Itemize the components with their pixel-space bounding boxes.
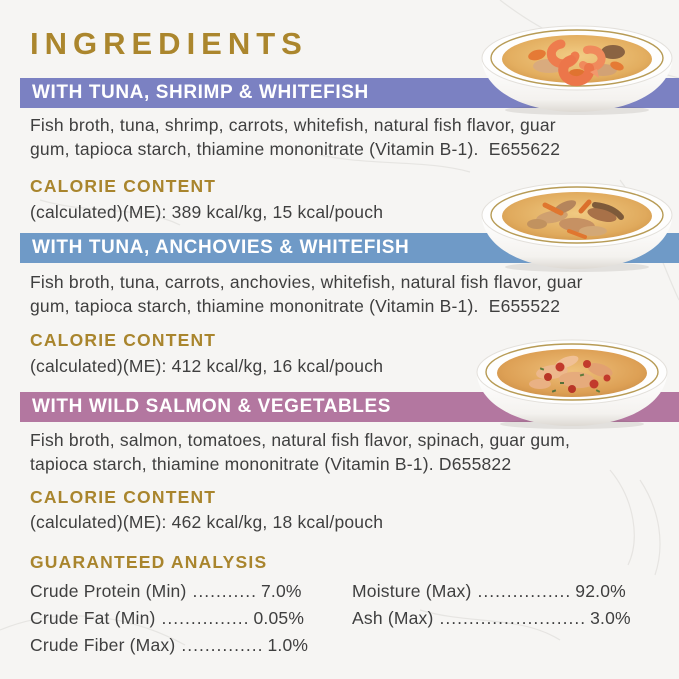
- tuna-bowl-image: [477, 177, 677, 273]
- ingredients-list-2: [30, 271, 583, 318]
- analysis-label: Crude Protein (Min): [30, 581, 187, 601]
- salmon-bowl-image: [472, 334, 672, 430]
- calorie-content-value-1: (calculated)(ME): 389 kcal/kg, 15 kcal/pouch: [30, 202, 384, 222]
- ingredients-list-1: [30, 114, 560, 161]
- guaranteed-analysis-heading: GUARANTEED ANALYSIS: [30, 552, 268, 572]
- dot-leader: ..............: [181, 635, 264, 655]
- shrimp-bowl-image: [477, 20, 677, 116]
- banner-tuna-anchovies-whitefish: WITH TUNA, ANCHOVIES & WHITEFISH: [20, 233, 679, 263]
- guaranteed-analysis-left-column: [30, 578, 308, 659]
- dot-leader: ................: [477, 581, 572, 601]
- analysis-label: Crude Fat (Min): [30, 608, 156, 628]
- analysis-value: 7.0%: [260, 581, 302, 601]
- analysis-row-crude-protein: [30, 578, 308, 605]
- banner-tuna-shrimp-whitefish: WITH TUNA, SHRIMP & WHITEFISH: [20, 78, 679, 108]
- banner-wild-salmon-vegetables: WITH WILD SALMON & VEGETABLES: [20, 392, 679, 422]
- page-title: INGREDIENTS: [30, 26, 308, 61]
- dot-leader: ...............: [161, 608, 250, 628]
- analysis-value: 1.0%: [267, 635, 309, 655]
- analysis-value: 3.0%: [590, 608, 631, 628]
- dot-leader: .........................: [439, 608, 587, 628]
- guaranteed-analysis-right-column: [352, 578, 631, 632]
- ingredients-line: Fish broth, tuna, carrots, anchovies, whitefish, natural fish flavor, guar: [30, 272, 583, 292]
- calorie-content-value-2: (calculated)(ME): 412 kcal/kg, 16 kcal/pouch: [30, 356, 384, 376]
- calorie-content-heading-2: CALORIE CONTENT: [30, 330, 217, 350]
- dot-leader: ...........: [192, 581, 257, 601]
- analysis-row-ash: [352, 605, 631, 632]
- calorie-content-heading-3: CALORIE CONTENT: [30, 487, 217, 507]
- calorie-content-heading-1: CALORIE CONTENT: [30, 176, 217, 196]
- analysis-value: 92.0%: [575, 581, 626, 601]
- analysis-label: Moisture (Max): [352, 581, 472, 601]
- analysis-row-crude-fiber: [30, 632, 308, 659]
- ingredients-line: tapioca starch, thiamine mononitrate (Vitamin B-1). D655822: [30, 453, 512, 474]
- calorie-content-value-3: (calculated)(ME): 462 kcal/kg, 18 kcal/pouch: [30, 512, 384, 532]
- ingredients-line: Fish broth, salmon, tomatoes, natural fish flavor, spinach, guar gum,: [30, 430, 571, 450]
- analysis-label: Crude Fiber (Max): [30, 635, 176, 655]
- analysis-value: 0.05%: [253, 608, 305, 628]
- ingredients-line: Fish broth, tuna, shrimp, carrots, whitefish, natural fish flavor, guar: [30, 115, 556, 135]
- ingredients-line: gum, tapioca starch, thiamine mononitrate (Vitamin B-1). E655622: [30, 138, 561, 159]
- analysis-label: Ash (Max): [352, 608, 434, 628]
- analysis-row-crude-fat: [30, 605, 308, 632]
- ingredients-list-3: [30, 429, 570, 476]
- ingredients-line: gum, tapioca starch, thiamine mononitrate (Vitamin B-1). E655522: [30, 295, 561, 316]
- analysis-row-moisture: [352, 578, 631, 605]
